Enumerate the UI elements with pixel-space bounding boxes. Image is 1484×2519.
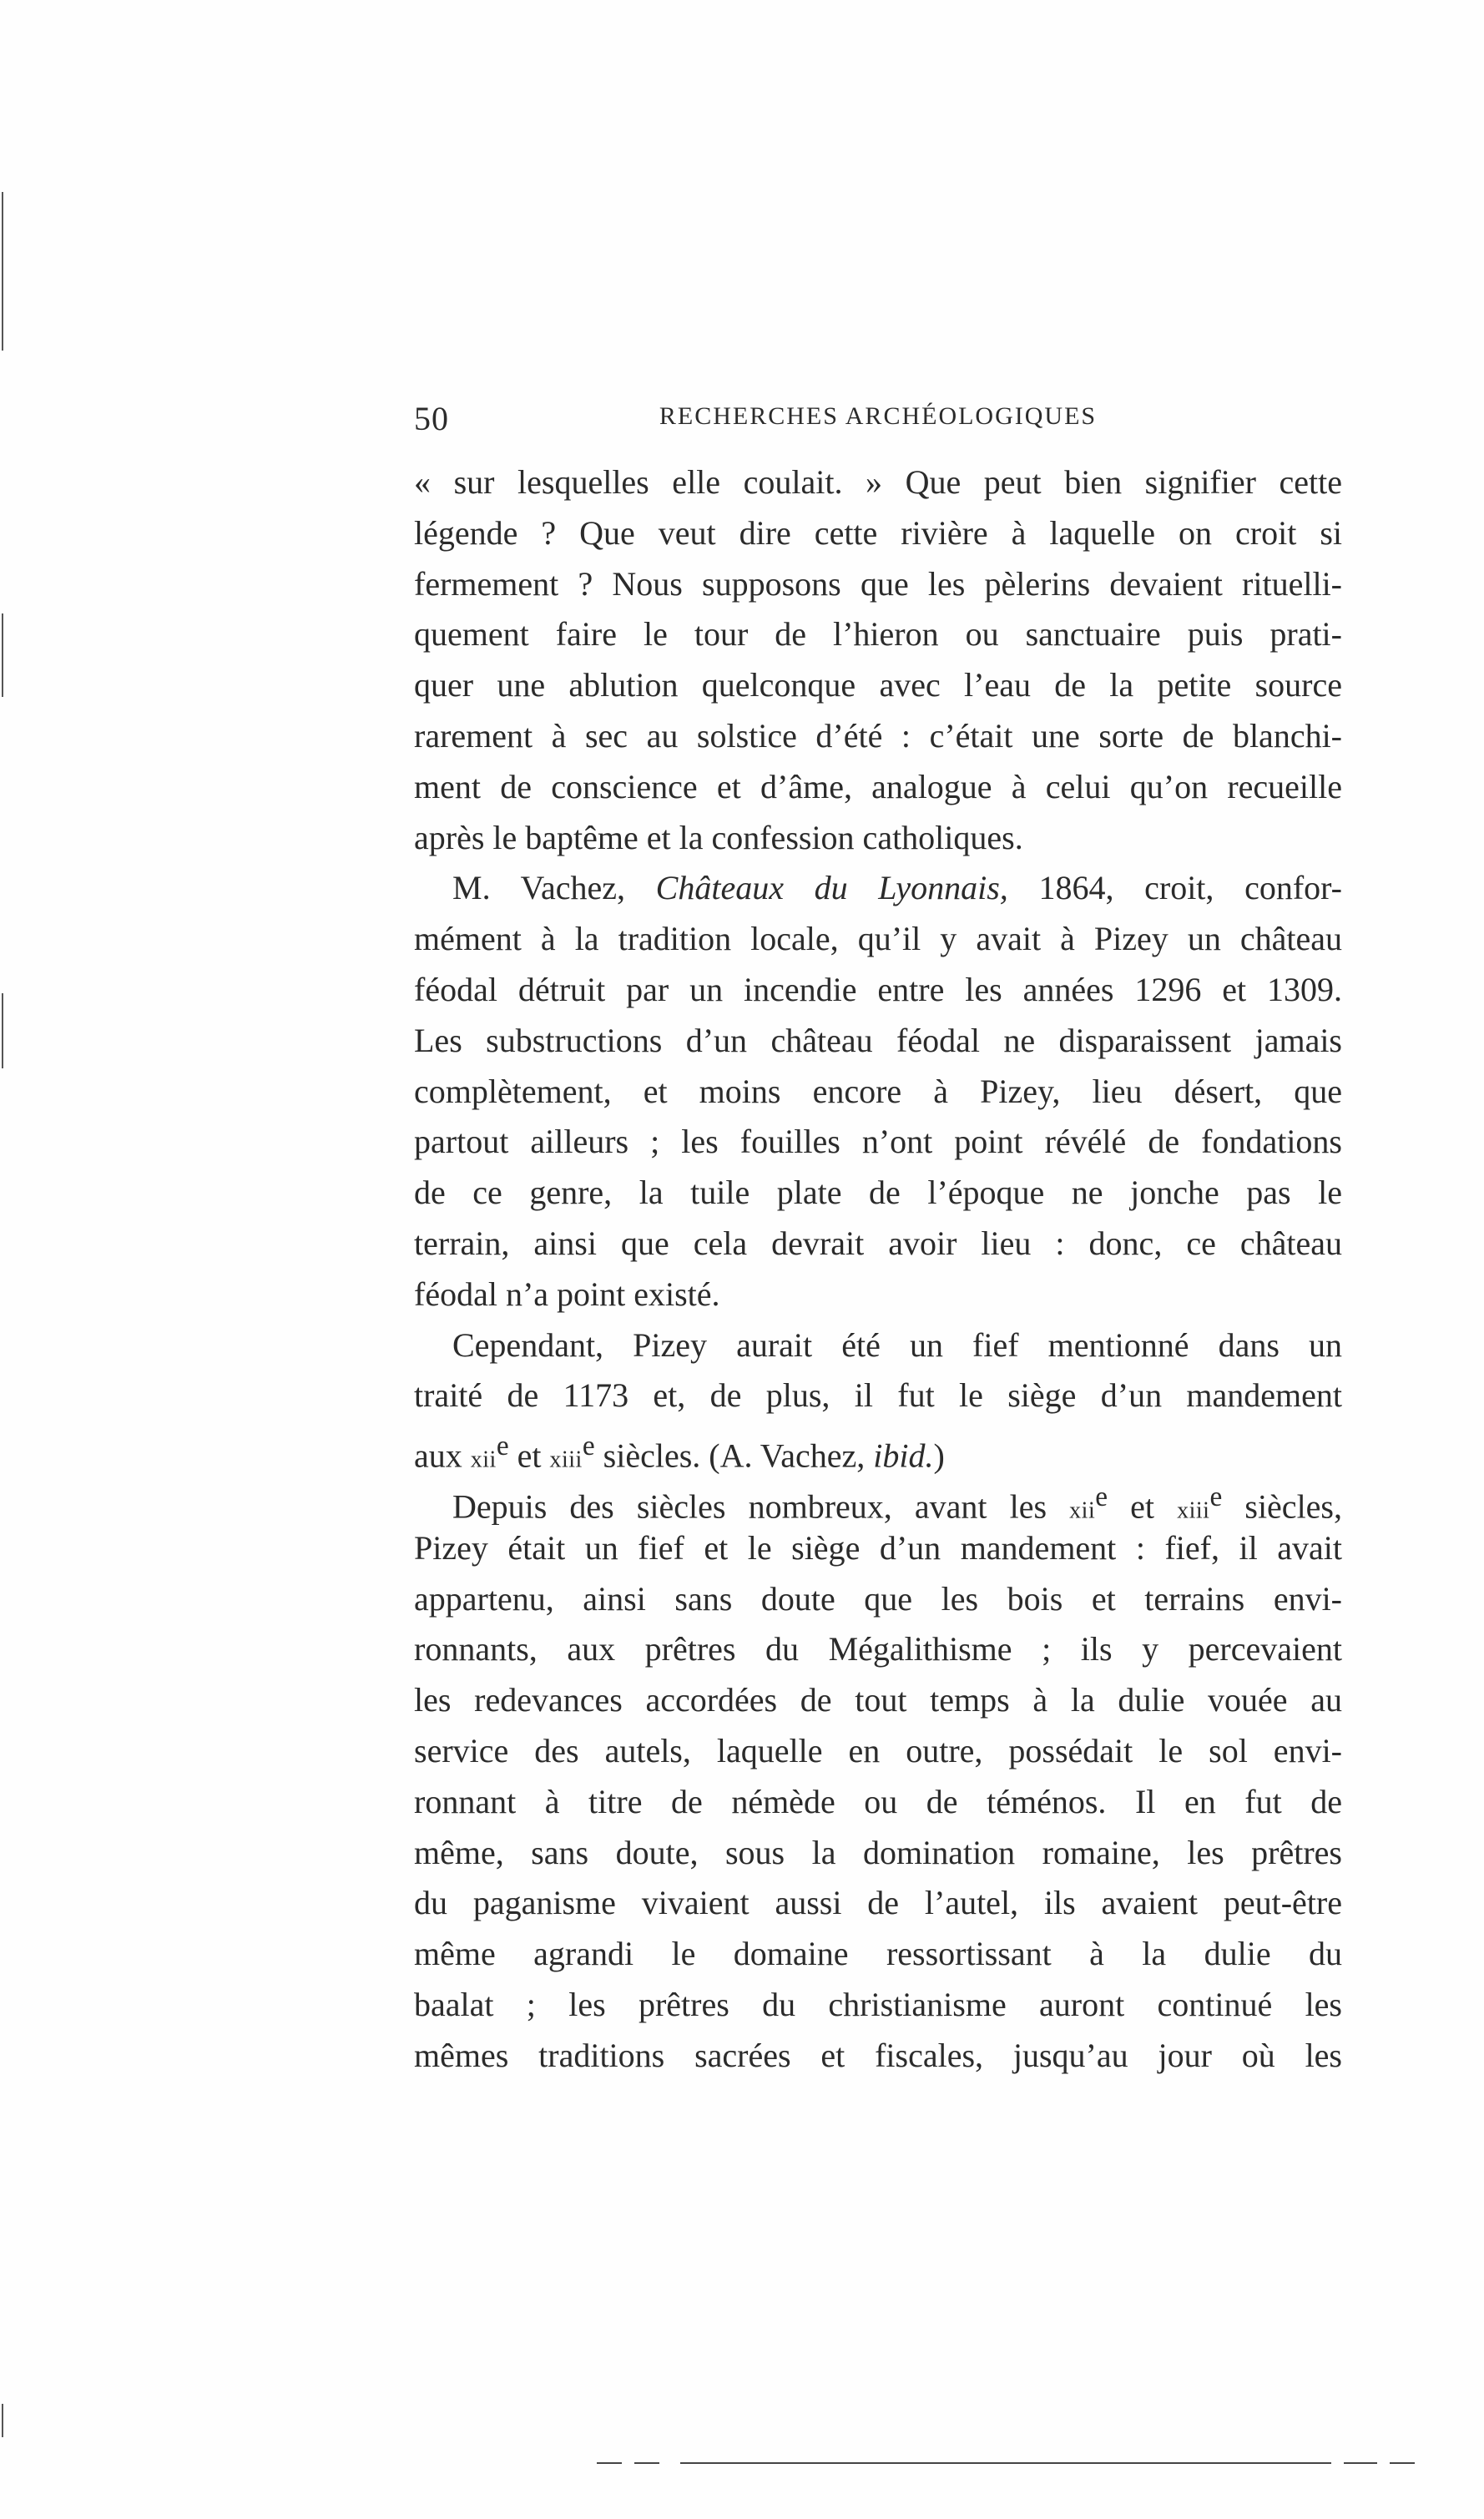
text-line — [414, 1472, 1342, 1526]
superscript: e — [582, 1431, 595, 1462]
scan-footer-rule — [1344, 2462, 1377, 2464]
text-line: ment de conscience et d’âme, analogue à celui qu’on recueille — [414, 767, 1342, 805]
text-line: complètement, et moins encore à Pizey, lieu désert, que — [414, 1072, 1342, 1110]
text-line: même agrandi le domaine ressortissant à la dulie du — [414, 1935, 1342, 1973]
text-line: quement faire le tour de l’hieron ou sanctuaire puis prati- — [414, 615, 1342, 654]
text-line: de ce genre, la tuile plate de l’époque ne jonche pas le — [414, 1174, 1342, 1212]
text-line: après le baptême et la confession catholiques. — [414, 818, 1023, 856]
text-line: traité de 1173 et, de plus, il fut le siège d’un mandement — [414, 1376, 1342, 1415]
scan-edge-mark — [2, 613, 3, 697]
text-line: quer une ablution quelconque avec l’eau de la petite source — [414, 666, 1342, 704]
text-line — [414, 863, 1342, 914]
line-segment: siècles. (A. Vachez, — [594, 1436, 874, 1475]
paragraph — [414, 1472, 1342, 2082]
text-line: baalat ; les prêtres du christianisme auront continué les — [414, 1985, 1342, 2023]
paragraph — [414, 1320, 1342, 1475]
century-numeral: xiii — [1177, 1497, 1210, 1524]
paragraph — [414, 863, 1342, 1320]
text-line: ronnant à titre de némède ou de téménos. Il en fut de — [414, 1782, 1342, 1820]
text-line: féodal n’a point existé. — [414, 1275, 720, 1313]
text-line: rarement à sec au solstice d’été : c’était une sorte de blanchi- — [414, 716, 1342, 755]
scan-footer-rule — [597, 2462, 622, 2464]
line-segment: 1864, croit, confor- — [1007, 869, 1342, 907]
text-line: féodal détruit par un incendie entre les années 1296 et 1309. — [414, 970, 1342, 1008]
text-line: service des autels, laquelle en outre, possédait le sol envi- — [414, 1731, 1342, 1769]
scan-edge-mark — [2, 192, 3, 351]
line-segment: Depuis des siècles nombreux, avant les — [452, 1487, 1070, 1526]
scan-edge-mark — [2, 993, 3, 1068]
century-numeral: xiii — [549, 1446, 583, 1473]
text-line: fermement ? Nous supposons que les pèlerins devaient rituelli- — [414, 564, 1342, 603]
text-line: Les substructions d’un château féodal ne disparaissent jamais — [414, 1021, 1342, 1059]
text-line: les redevances accordées de tout temps à la dulie vouée au — [414, 1681, 1342, 1719]
line-segment: ) — [933, 1436, 945, 1475]
text-line: « sur lesquelles elle coulait. » Que peut bien signifier cette — [414, 463, 1342, 501]
superscript: e — [1209, 1481, 1223, 1512]
scan-edge-mark — [2, 2404, 3, 2437]
scan-footer-rule — [1390, 2462, 1415, 2464]
text-line: légende ? Que veut dire cette rivière à laquelle on croit si — [414, 513, 1342, 552]
page-number: 50 — [414, 400, 449, 437]
scan-footer-rule — [680, 2462, 1331, 2464]
text-line: même, sans doute, sous la domination romaine, les prêtres — [414, 1833, 1342, 1871]
line-segment: siècles, — [1222, 1487, 1342, 1526]
scan-footer-rule — [634, 2462, 659, 2464]
page-header — [414, 392, 1342, 442]
text-line: appartenu, ainsi sans doute que les bois et terrains envi- — [414, 1579, 1342, 1618]
text-line: mêmes traditions sacrées et fiscales, jusqu’au jour où les — [414, 2036, 1342, 2074]
line-segment: M. Vachez, — [452, 869, 656, 907]
line-segment: et — [1108, 1487, 1178, 1526]
text-line: Pizey était un fief et le siège d’un mandement : fief, il avait — [414, 1528, 1342, 1567]
text-line: Cependant, Pizey aurait été un fief mentionné dans un — [452, 1325, 1342, 1364]
citation-ibid: ibid. — [873, 1436, 934, 1475]
line-segment: et — [508, 1436, 550, 1475]
century-numeral: xii — [470, 1446, 497, 1473]
text-line: terrain, ainsi que cela devrait avoir lieu : donc, ce château — [414, 1224, 1342, 1262]
body-text — [414, 457, 1342, 2082]
text-line: ronnants, aux prêtres du Mégalithisme ; ils y percevaient — [414, 1630, 1342, 1668]
line-segment: aux — [414, 1436, 471, 1475]
superscript: e — [496, 1431, 509, 1462]
text-line — [414, 1421, 1342, 1475]
running-head: RECHERCHES ARCHÉOLOGIQUES — [659, 402, 1098, 430]
century-numeral: xii — [1069, 1497, 1096, 1524]
book-title: Châteaux du Lyonnais, — [655, 869, 1008, 907]
superscript: e — [1095, 1481, 1108, 1512]
text-line: mément à la tradition locale, qu’il y avait à Pizey un château — [414, 920, 1342, 958]
text-line: du paganisme vivaient aussi de l’autel, ils avaient peut-être — [414, 1884, 1342, 1922]
paragraph — [414, 457, 1342, 863]
text-line: partout ailleurs ; les fouilles n’ont point révélé de fondations — [414, 1123, 1342, 1161]
